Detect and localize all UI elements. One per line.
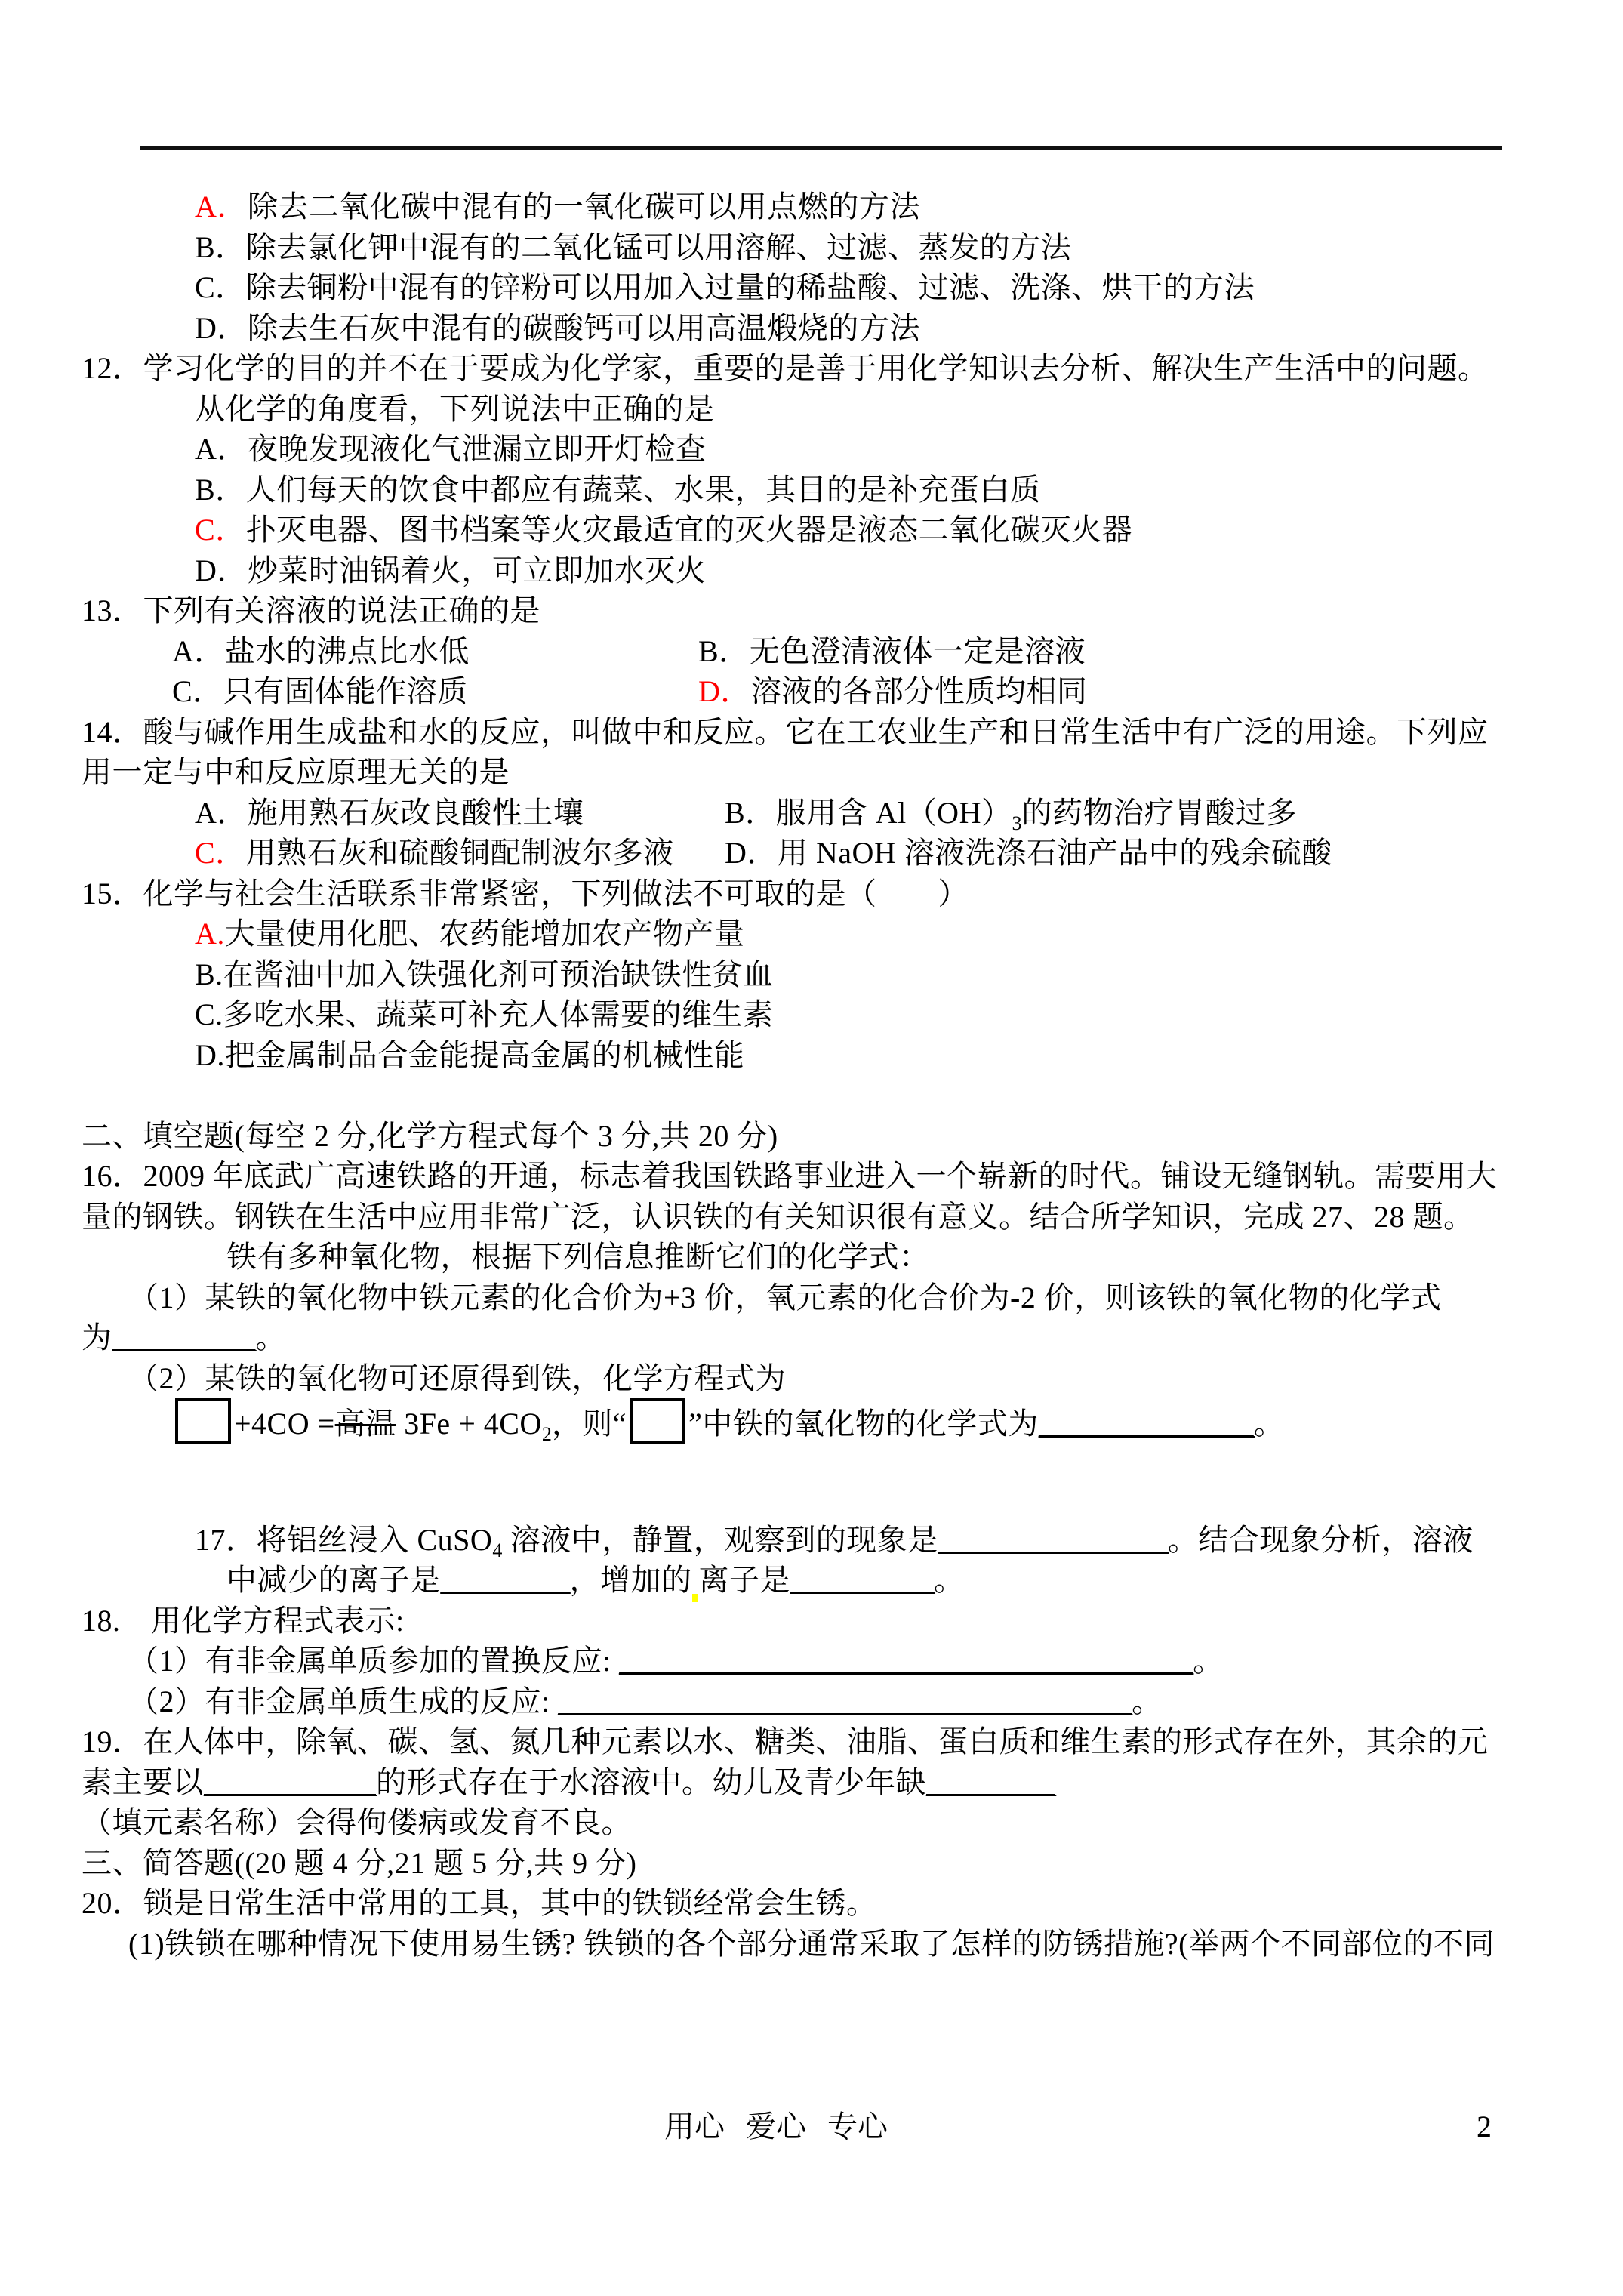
text-run: （2）有非金属单质生成的反应: [128,1684,559,1718]
q14-stem [0,712,1623,753]
blank-underline: _________ [926,1764,1055,1799]
q14-options-ab [0,793,1623,834]
text-run: （1）有非金属单质参加的置换反应: [128,1644,620,1678]
q16-part1 [0,1277,1623,1318]
text-run: 13．下列有关溶液的说法正确的是 [82,593,540,627]
text-run: D．除去生石灰中混有的碳酸钙可以用高温煅烧的方法 [195,310,920,345]
text-run: 量的钢铁。钢铁在生活中应用非常广泛，认识铁的有关知识很有意义。结合所学知识，完成 27、28 题。 [82,1199,1474,1234]
text-run: 溶液中，静置，观察到的现象是 [502,1522,938,1557]
text-run: 用一定与中和反应原理无关的是 [82,755,510,789]
text-run: 用熟石灰和硫酸铜配制波尔多液 [245,836,674,870]
q16-stem-3 [0,1237,1623,1277]
q15-option-c [0,994,1623,1035]
text-run: ，则“ [551,1407,627,1441]
content-lines [0,186,1623,1964]
q19-stem-3 [0,1802,1623,1843]
text-run: 除去二氧化碳中混有的一氧化碳可以用点燃的方法 [247,190,920,223]
q11-option-b [0,227,1623,268]
footer-word-1: 用心 [664,2110,725,2143]
text-run: 20．锁是日常生活中常用的工具，其中的铁锁经常会生锈。 [82,1886,877,1920]
blank-underline: ________________ [938,1522,1168,1557]
q18-stem [0,1601,1623,1641]
q12-stem-2 [0,389,1623,430]
text-run: 19．在人体中，除氧、碳、氢、氮几种元素以水、糖类、油脂、蛋白质和维生素的形式存在外，其余的元 [82,1724,1489,1758]
subscript-text: 2 [541,1423,552,1445]
q11-option-c [0,267,1623,308]
subscript-text: 3 [1012,812,1022,834]
text-run: 扑灭电器、图书档案等火灾最适宜的灭火器是液态二氧化碳灭火器 [245,513,1133,547]
blank-underline: ________________________________________ [558,1684,1132,1718]
text-run: 。结合现象分析，溶液 [1167,1522,1474,1557]
q13-options-ab [0,631,1623,672]
q12-option-b [0,470,1623,510]
q11-option-a [0,186,1623,227]
q18-part1 [0,1641,1623,1681]
footer-word-2: 爱心 [746,2110,806,2143]
answer-letter-red: A． [195,190,248,223]
answer-box [630,1398,685,1444]
q12-stem [0,348,1623,389]
q11-option-d [0,308,1623,349]
text-run: A．施用熟石灰改良酸性土壤 [195,795,584,830]
text-run: D.把金属制品合金能提高金属的机械性能 [195,1037,745,1072]
answer-letter-red: C． [195,836,246,870]
section-2-header [0,1116,1623,1157]
section-3-header [0,1843,1623,1884]
text-run: 铁有多种氧化物，根据下列信息推断它们的化学式： [226,1240,930,1274]
page-number: 2 [1477,2110,1492,2143]
text-run: 二、填空题(每空 2 分,化学方程式每个 3 分,共 20 分) [82,1118,778,1153]
text-run: 。 [255,1321,286,1354]
text-run: 17．将铝丝浸入 CuSO [195,1522,493,1557]
text-run: 18. 用化学方程式表示: [82,1603,405,1638]
answer-letter-red: A. [195,917,225,951]
q16-part2 [0,1358,1623,1399]
q16-equation [0,1398,1623,1445]
q19-stem [0,1721,1623,1762]
text-run: B．人们每天的饮食中都应有蔬菜、水果，其目的是补充蛋白质 [195,472,1041,507]
q16-part1-blank [0,1318,1623,1358]
text-run: B．无色澄清液体一定是溶液 [698,633,1086,668]
q12-option-c [0,510,1623,550]
text-run: 大量使用化肥、农药能增加农产物产量 [224,917,745,951]
blank-underline: _________ [440,1563,570,1597]
text-run: A．盐水的沸点比水低 [172,633,470,668]
text-run: 16．2009 年底武广高速铁路的开通，标志着我国铁路事业进入一个崭新的时代。铺设无缝钢轨。需要用大 [82,1159,1497,1193]
q14-stem-2 [0,752,1623,793]
q12-option-d [0,550,1623,591]
text-run: ”中铁的氧化物的化学式为 [688,1407,1039,1441]
text-run: +4CO = [234,1407,335,1441]
text-run: C．只有固体能作溶质 [172,674,468,708]
text-run: 。 [1253,1407,1285,1441]
text-run: 。 [934,1563,965,1597]
text-run: B.在酱油中加入铁强化剂可预治缺铁性贫血 [195,957,774,991]
text-run: 从化学的角度看，下列说法中正确的是 [195,391,715,426]
text-run: C．除去铜粉中混有的锌粉可以用加入过量的稀盐酸、过滤、洗涤、烘干的方法 [195,270,1255,304]
subscript-text: 4 [492,1539,503,1561]
answer-box [175,1398,231,1444]
text-run: 。 [1132,1684,1163,1718]
option-column-2 [698,631,1086,672]
q15-stem [0,874,1623,914]
text-run: 三、简答题((20 题 4 分,21 题 5 分,共 9 分) [82,1845,637,1880]
q16-stem-2 [0,1197,1623,1237]
text-run: D．炒菜时油锅着火，可立即加水灭火 [195,553,707,587]
text-run: 的药物治疗胃酸过多 [1021,795,1297,830]
q20-part1 [0,1924,1623,1965]
text-run: 14．酸与碱作用生成盐和水的反应，叫做中和反应。它在工农业生产和日常生活中有广泛的用途。下列应 [82,714,1489,749]
text-run: 3Fe + 4CO [396,1407,542,1441]
blank-underline: ____________ [204,1764,376,1799]
text-run: 。 [1193,1644,1224,1678]
text-run: C.多吃水果、蔬菜可补充人体需要的维生素 [195,997,774,1031]
q13-options-cd [0,671,1623,712]
answer-letter-red: D． [698,674,751,708]
text-run: B．除去氯化钾中混有的二氧化锰可以用溶解、过滤、蒸发的方法 [195,230,1072,264]
text-run: (1)铁锁在哪种情况下使用易生锈? 铁锁的各个部分通常采取了怎样的防锈措施?(举两个不同部位的不同 [128,1926,1495,1961]
q12-option-a [0,429,1623,470]
text-run: 中减少的离子是 [226,1563,441,1597]
text-run: 12．学习化学的目的并不在于要成为化学家，重要的是善于用化学知识去分析、解决生产生活中的问题。 [82,351,1489,385]
blank-underline: _______________ [1038,1407,1254,1441]
q15-option-d [0,1035,1623,1076]
q15-option-b [0,954,1623,995]
strikethrough-text: 高温 [334,1407,396,1441]
q20-stem [0,1883,1623,1924]
text-run: 素主要以 [82,1764,204,1799]
header-rule [140,146,1502,150]
q16-stem [0,1156,1623,1197]
text-run: 溶液的各部分性质均相同 [750,674,1088,708]
text-run: （填元素名称）会得佝偻病或发育不良。 [82,1805,632,1839]
q17-stem-2 [0,1560,1623,1601]
text-run: ，增加的 [569,1563,692,1597]
q13-stem [0,590,1623,631]
blank-underline: ________________________________________ [619,1644,1193,1678]
q15-option-a [0,914,1623,954]
text-run: B．服用含 Al（OH） [725,795,1012,830]
text-run: （2）某铁的氧化物可还原得到铁，化学方程式为 [128,1361,786,1395]
page-footer [0,2106,1623,2147]
q17-stem [0,1520,1623,1561]
text-run: D．用 NaOH 溶液洗涤石油产品中的残余硫酸 [725,836,1332,870]
text-run: （1）某铁的氧化物中铁元素的化合价为+3 价，氧元素的化合价为-2 价，则该铁的氧化物的化学式 [128,1280,1442,1314]
text-run: 为 [82,1321,112,1354]
q14-options-cd [0,833,1623,874]
text-run: 15．化学与社会生活联系非常紧密，下列做法不可取的是（ ） [82,876,969,911]
q18-part2 [0,1681,1623,1722]
blank-underline: __________ [112,1321,256,1354]
answer-letter-red: C． [195,513,246,547]
text-run: A．夜晚发现液化气泄漏立即开灯检查 [195,432,707,466]
text-run: 的形式存在于水溶液中。幼儿及青少年缺 [376,1764,926,1799]
blank-underline: __________ [790,1563,934,1597]
option-column-2 [698,671,1087,712]
option-column-2 [725,833,1332,874]
q19-stem-2 [0,1762,1623,1803]
footer-word-3: 专心 [827,2110,888,2143]
text-run: 离子是 [698,1563,790,1597]
